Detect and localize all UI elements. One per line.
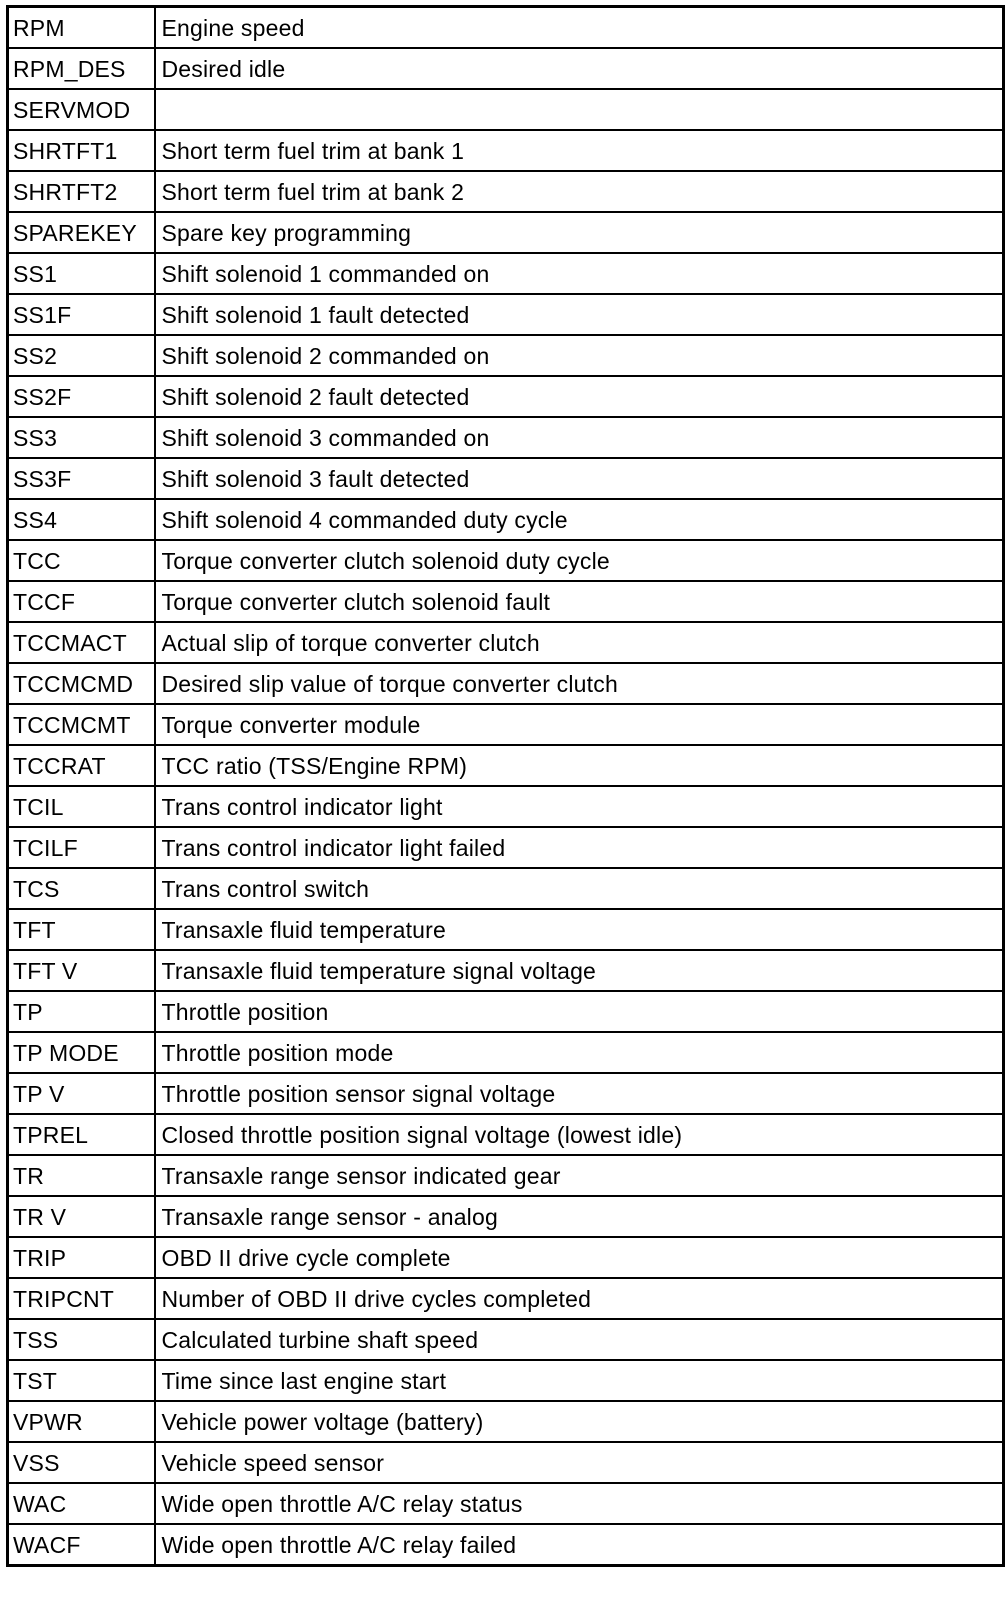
table-row [8,581,1004,622]
table-row [8,1483,1004,1524]
pid-definitions-table [6,5,1005,1567]
table-row [8,1032,1004,1073]
pid-code-cell: RPM_DES [8,48,155,89]
pid-code-cell: TR [8,1155,155,1196]
pid-description-cell: Shift solenoid 4 commanded duty cycle [155,499,1004,540]
pid-code-cell: VPWR [8,1401,155,1442]
table-row [8,499,1004,540]
pid-code-cell: TFT V [8,950,155,991]
pid-code-cell: TCCRAT [8,745,155,786]
pid-description-cell: Throttle position sensor signal voltage [155,1073,1004,1114]
table-row [8,1319,1004,1360]
pid-code-cell: TRIP [8,1237,155,1278]
pid-code-cell: TCCMCMD [8,663,155,704]
pid-description-cell: Wide open throttle A/C relay status [155,1483,1004,1524]
table-row [8,1155,1004,1196]
pid-description-cell: Transaxle fluid temperature signal voltage [155,950,1004,991]
pid-code-cell: SS1F [8,294,155,335]
pid-description-cell: Number of OBD II drive cycles completed [155,1278,1004,1319]
pid-code-cell: SHRTFT1 [8,130,155,171]
pid-code-cell: TCCMACT [8,622,155,663]
pid-code-cell: TR V [8,1196,155,1237]
pid-code-cell: SS3 [8,417,155,458]
pid-description-cell: Torque converter clutch solenoid duty cycle [155,540,1004,581]
table-row [8,335,1004,376]
table-row [8,704,1004,745]
table-row [8,540,1004,581]
table-row [8,1237,1004,1278]
pid-code-cell: SS3F [8,458,155,499]
table-row [8,294,1004,335]
pid-code-cell: TCIL [8,786,155,827]
pid-code-cell: WACF [8,1524,155,1566]
pid-description-cell: Transaxle range sensor indicated gear [155,1155,1004,1196]
pid-code-cell: TRIPCNT [8,1278,155,1319]
pid-code-cell: TSS [8,1319,155,1360]
pid-code-cell: SS2 [8,335,155,376]
pid-code-cell: SPAREKEY [8,212,155,253]
pid-code-cell: TCS [8,868,155,909]
pid-description-cell: OBD II drive cycle complete [155,1237,1004,1278]
table-row [8,663,1004,704]
pid-description-cell: Desired idle [155,48,1004,89]
pid-description-cell: Shift solenoid 2 fault detected [155,376,1004,417]
pid-description-cell: Shift solenoid 3 commanded on [155,417,1004,458]
pid-description-cell: TCC ratio (TSS/Engine RPM) [155,745,1004,786]
pid-code-cell: SS4 [8,499,155,540]
pid-description-cell: Closed throttle position signal voltage (lowest idle) [155,1114,1004,1155]
pid-table-container [6,5,1002,1567]
table-row [8,1073,1004,1114]
table-row [8,909,1004,950]
pid-code-cell: TCCF [8,581,155,622]
pid-description-cell: Vehicle power voltage (battery) [155,1401,1004,1442]
table-row [8,171,1004,212]
table-row [8,786,1004,827]
pid-code-cell: TP [8,991,155,1032]
pid-code-cell: SERVMOD [8,89,155,130]
pid-description-cell: Trans control indicator light [155,786,1004,827]
pid-description-cell: Calculated turbine shaft speed [155,1319,1004,1360]
pid-description-cell: Wide open throttle A/C relay failed [155,1524,1004,1566]
table-row [8,827,1004,868]
table-body [8,7,1004,1566]
pid-code-cell: RPM [8,7,155,49]
table-row [8,868,1004,909]
table-row [8,253,1004,294]
table-row [8,1196,1004,1237]
table-row [8,1278,1004,1319]
pid-description-cell: Shift solenoid 2 commanded on [155,335,1004,376]
pid-description-cell: Time since last engine start [155,1360,1004,1401]
pid-description-cell: Torque converter module [155,704,1004,745]
pid-code-cell: TFT [8,909,155,950]
table-row [8,1524,1004,1566]
pid-code-cell: SHRTFT2 [8,171,155,212]
pid-description-cell: Transaxle fluid temperature [155,909,1004,950]
pid-code-cell: TCCMCMT [8,704,155,745]
pid-description-cell [155,89,1004,130]
table-row [8,1360,1004,1401]
pid-description-cell: Trans control indicator light failed [155,827,1004,868]
pid-description-cell: Spare key programming [155,212,1004,253]
table-row [8,745,1004,786]
table-row [8,212,1004,253]
table-row [8,950,1004,991]
pid-code-cell: SS2F [8,376,155,417]
pid-code-cell: TPREL [8,1114,155,1155]
table-row [8,991,1004,1032]
table-row [8,7,1004,49]
table-row [8,376,1004,417]
pid-description-cell: Shift solenoid 3 fault detected [155,458,1004,499]
pid-code-cell: VSS [8,1442,155,1483]
table-row [8,1114,1004,1155]
pid-description-cell: Shift solenoid 1 commanded on [155,253,1004,294]
pid-code-cell: TCC [8,540,155,581]
pid-code-cell: TP MODE [8,1032,155,1073]
table-row [8,1401,1004,1442]
pid-description-cell: Engine speed [155,7,1004,49]
table-row [8,48,1004,89]
pid-description-cell: Actual slip of torque converter clutch [155,622,1004,663]
table-row [8,130,1004,171]
pid-description-cell: Throttle position mode [155,1032,1004,1073]
pid-description-cell: Desired slip value of torque converter clutch [155,663,1004,704]
pid-description-cell: Shift solenoid 1 fault detected [155,294,1004,335]
pid-code-cell: TP V [8,1073,155,1114]
pid-code-cell: TCILF [8,827,155,868]
table-row [8,458,1004,499]
pid-description-cell: Transaxle range sensor - analog [155,1196,1004,1237]
pid-description-cell: Torque converter clutch solenoid fault [155,581,1004,622]
pid-code-cell: WAC [8,1483,155,1524]
table-row [8,89,1004,130]
table-row [8,1442,1004,1483]
table-row [8,622,1004,663]
pid-description-cell: Trans control switch [155,868,1004,909]
pid-description-cell: Short term fuel trim at bank 2 [155,171,1004,212]
table-row [8,417,1004,458]
pid-code-cell: SS1 [8,253,155,294]
pid-description-cell: Short term fuel trim at bank 1 [155,130,1004,171]
pid-description-cell: Throttle position [155,991,1004,1032]
pid-description-cell: Vehicle speed sensor [155,1442,1004,1483]
pid-code-cell: TST [8,1360,155,1401]
